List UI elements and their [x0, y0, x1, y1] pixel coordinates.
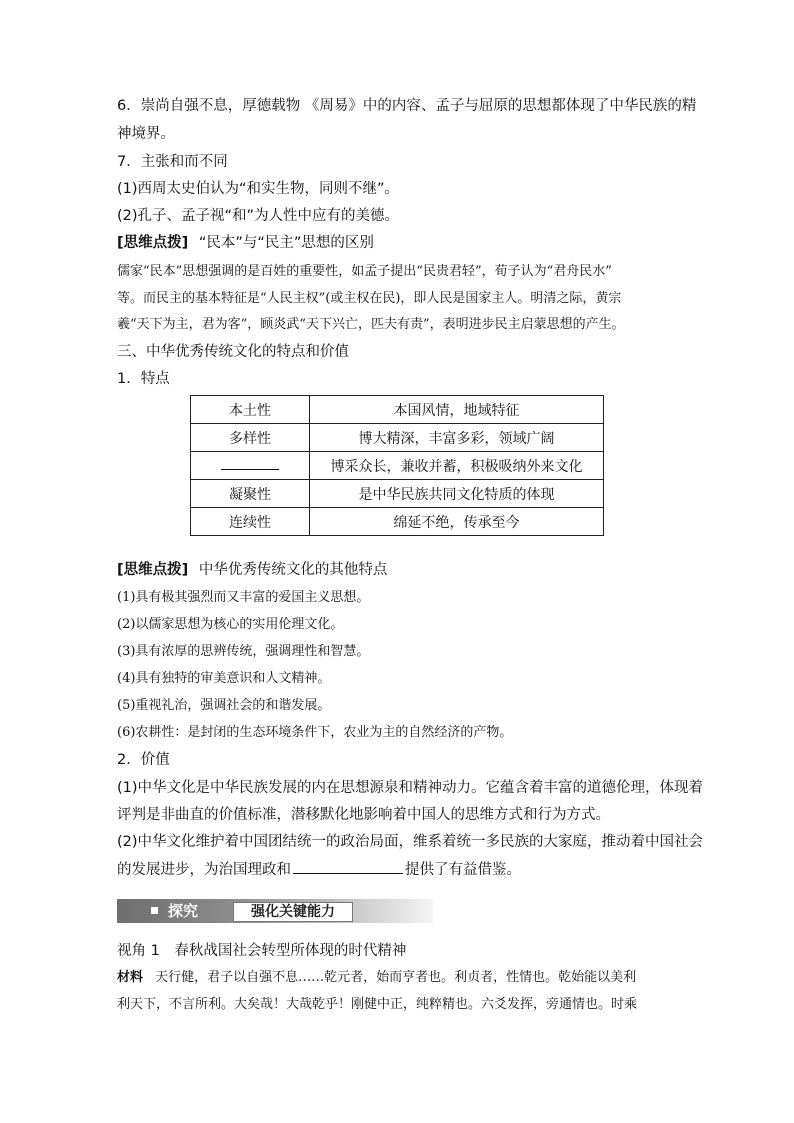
tip2-item: (5)重视礼治，强调社会的和谐发展。 — [117, 698, 331, 713]
material-label: 材料 — [117, 970, 144, 985]
table-row — [191, 480, 604, 508]
square-bullet-icon — [151, 907, 158, 914]
tip-title: “民本”与“民主”思想的区别 — [198, 235, 374, 251]
table-cell-desc: 是中华民族共同文化特质的体现 — [310, 480, 604, 508]
tip2-item: (3)具有浓厚的思辨传统，强调理性和智慧。 — [117, 644, 370, 659]
value-p2-line2 — [117, 859, 521, 880]
value-p2-line2-a: 的发展进步，为治国理政和 — [117, 862, 291, 878]
perspective-line2: 利天下，不言所利。大矣哉！大哉乾乎！刚健中正，纯粹精也。六爻发挥，旁通情也。时乘 — [117, 997, 638, 1012]
value-heading: 2．价值 — [117, 752, 170, 768]
tip1-line3: 羲“天下为主，君为客”，顾炎武“天下兴亡，匹夫有责”，表明进步民主启蒙思想的产生。 — [117, 317, 625, 332]
material-text-1: 天行健，君子以自强不息……乾元者，始而亨者也。利贞者，性情也。乾始能以美利 — [155, 970, 637, 985]
tip2-item: (2)以儒家思想为核心的实用伦理文化。 — [117, 617, 344, 632]
table-cell-desc: 绵延不绝，传承至今 — [310, 508, 604, 536]
section-banner — [117, 899, 433, 923]
section3-sub1: 1．特点 — [117, 371, 170, 387]
section7-item2: (2)孔子、孟子视“和”为人性中应有的美德。 — [117, 208, 400, 224]
tip1-heading — [117, 233, 374, 253]
table-row — [191, 452, 604, 480]
section3-heading: 三、中华优秀传统文化的特点和价值 — [117, 344, 349, 360]
tip-title: 中华优秀传统文化的其他特点 — [198, 562, 388, 578]
table-row — [191, 396, 604, 424]
fill-in-blank — [221, 457, 279, 470]
tip2-item: (1)具有极其强烈而又丰富的爱国主义思想。 — [117, 590, 370, 605]
tip2-item: (6)农耕性：是封闭的生态环境条件下，农业为主的自然经济的产物。 — [117, 725, 513, 740]
section7-heading: 7．主张和而不同 — [117, 154, 228, 170]
value-p1-line1: (1)中华文化是中华民族发展的内在思想源泉和精神动力。它蕴含着丰富的道德伦理，体现着 — [117, 780, 704, 796]
tip2-heading — [117, 560, 387, 580]
perspective-title: 视角 1 春秋战国社会转型所体现的时代精神 — [117, 943, 407, 959]
tip1-line1: 儒家“民本”思想强调的是百姓的重要性，如孟子提出“民贵君轻”，荀子认为“君舟民水” — [117, 264, 612, 279]
banner-left — [117, 899, 229, 923]
table-row — [191, 508, 604, 536]
value-p2-line1: (2)中华文化维护着中国团结统一的政治局面，维系着统一多民族的大家庭，推动着中国社会 — [117, 834, 704, 850]
table-cell-name: 凝聚性 — [191, 480, 310, 508]
table-cell-name: 连续性 — [191, 508, 310, 536]
tip-label: [思维点拨] — [117, 235, 189, 251]
tip-label: [思维点拨] — [117, 562, 189, 578]
table-cell-name: 多样性 — [191, 424, 310, 452]
tip1-line2: 等。而民主的基本特征是“人民主权”(或主权在民)，即人民是国家主人。明清之际，黄宗 — [117, 291, 622, 306]
tip2-item: (4)具有独特的审美意识和人文精神。 — [117, 671, 331, 686]
section6-line1: 6．崇尚自强不息，厚德载物 《周易》中的内容、孟子与屈原的思想都体现了中华民族的精 — [117, 98, 697, 114]
value-p1-line2: 评判是非曲直的价值标准，潜移默化地影响着中国人的思维方式和行为方式。 — [117, 807, 610, 823]
section7-item1: (1)西周太史伯认为“和实生物，同则不继”。 — [117, 181, 400, 197]
features-table — [190, 395, 604, 536]
table-cell-blank — [191, 452, 310, 480]
banner-left-label: 探究 — [168, 902, 199, 920]
banner-right-label: 强化关键能力 — [233, 902, 353, 922]
perspective-line1 — [117, 968, 636, 988]
table-cell-name: 本土性 — [191, 396, 310, 424]
fill-in-blank — [293, 859, 403, 874]
section6-line2: 神境界。 — [117, 126, 175, 142]
table-row — [191, 424, 604, 452]
value-p2-line2-b: 提供了有益借鉴。 — [405, 862, 521, 878]
table-cell-desc: 博大精深，丰富多彩，领域广阔 — [310, 424, 604, 452]
table-cell-desc: 博采众长，兼收并蓄，积极吸纳外来文化 — [310, 452, 604, 480]
table-cell-desc: 本国风情，地域特征 — [310, 396, 604, 424]
